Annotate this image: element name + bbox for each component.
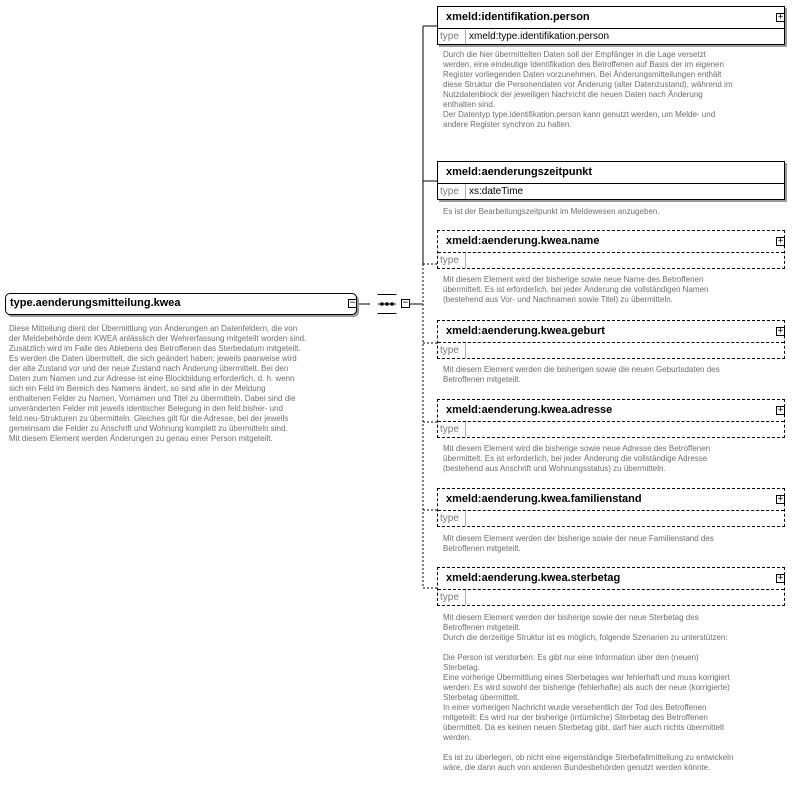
element-name: xmeld:identifikation.person xyxy=(438,7,784,29)
type-label: type xyxy=(438,29,466,44)
element-name: xmeld:aenderung.kwea.familienstand xyxy=(438,489,784,511)
element-type-row xyxy=(438,253,784,268)
type-value xyxy=(466,590,469,605)
element-type-row xyxy=(438,590,784,605)
element-name: xmeld:aenderung.kwea.name xyxy=(438,231,784,253)
type-label: type xyxy=(438,511,466,526)
element-type-row xyxy=(438,511,784,526)
expand-icon[interactable]: + xyxy=(777,495,784,504)
expand-icon[interactable]: + xyxy=(777,237,784,246)
expand-icon[interactable]: + xyxy=(777,13,784,22)
element-name: xmeld:aenderung.kwea.adresse xyxy=(438,400,784,422)
element-aenderung-kwea-sterbetag[interactable] xyxy=(437,567,785,606)
element-type-row xyxy=(438,343,784,358)
element-type-row xyxy=(438,184,784,199)
root-type-title: type.aenderungsmitteilung.kwea xyxy=(10,297,181,309)
root-type-description: Diese Mitteilung dient der Übermittlung von Änderungen an Datenfeldern, die von der Meldebehörde dem KWEA anlässlich der Wehrerfassung mitgeteilt worden sind. Zusätzlich wird im Falle des Ablebens des Betroffenen das Sterbedatum mitgeteilt. Es werden die Daten übermittelt, die sich geändert haben; jeweils paarweise wird der alte Zustand vor und der neue Zustand nach Änderung übermittelt. Bei den Daten zum Namen und zur Adresse ist eine Blockbildung erforderlich, d. h. wenn sich ein Feld im Bereich des Namens ändert, so sind alle in der Meldung enthaltenen Felder zu Namen, Vornamen und Titel zu übermitteln. Dabei sind die unveränderten Felder mit jeweils identischer Belegung in den feld.bisher- und feld.neu-Strukturen zu übermitteln. Gleiches gilt für die Adresse, bei der jeweils gemeinsam die Felder zu Anschrift und Wohnung komplett zu übermitteln sind. Mit diesem Element werden Änderungen zu genau einer Person mitgeteilt. xyxy=(9,324,307,443)
element-aenderung-kwea-geburt[interactable] xyxy=(437,320,785,359)
expand-icon[interactable]: + xyxy=(777,327,784,336)
element-description: Mit diesem Element werden der bisherige sowie der neue Sterbetag des Betroffenen mitgeteilt. Durch die derzeitige Struktur ist es möglich, folgende Szenarien zu unterstützen: Die Person ist verstorben: Es gibt nur eine Information über den (neuen) Sterbetag. Eine vorherige Übermittlung eines Sterbetages war fehlerhaft und muss korrigiert werden: Es wird sowohl der bisherige (fehlerhafte) als auch der neue (korrigierte) Sterbetag übermittelt. In einer vorherigen Nachricht wurde versehentlich der Tod des Betroffenen mitgeteilt: Es wird nur der bisherige (irrtümliche) Sterbetag des Betroffenen übermittelt. Da es keinen neuen Sterbetag gibt, darf hier auch nichts übermittelt werden. Es ist zu überlegen, ob nicht eine eigenständige Sterbefallmitteilung zu entwickeln wäre, die dann auch von anderen Bundesbehörden genutzt werden könnte. xyxy=(443,613,734,772)
element-aenderungszeitpunkt[interactable] xyxy=(437,161,785,200)
root-type-box[interactable] xyxy=(5,293,357,315)
type-value: xmeld:type.identifikation.person xyxy=(469,31,610,42)
element-type-row xyxy=(438,29,784,44)
element-identifikation-person[interactable] xyxy=(437,6,785,45)
element-description: Durch die hier übermittelten Daten soll der Empfänger in die Lage versetzt werden, eine eindeutige Identifikation des Betroffenen auf Basis der im eigenen Register vorliegenden Daten vorzunehmen. Bei Änderungsmitteilungen enthält diese Struktur die Personendaten vor Änderung (alter Datenzustand), während im Nutzdatenblock der jeweiligen Nachricht die neuen Daten nach Änderung enthalten sind. Der Datentyp type.identifikation.person kann genutzt werden, um Melde- und andere Register synchron zu halten. xyxy=(443,50,733,129)
type-label: type xyxy=(438,253,466,268)
sequence-collapse-icon[interactable]: − xyxy=(402,299,409,308)
element-description: Es ist der Bearbeitungszeitpunkt im Meldewesen anzugeben. xyxy=(443,207,660,216)
type-value: xs:dateTime xyxy=(469,186,524,197)
element-description: Mit diesem Element wird die bisherige sowie neue Adresse des Betroffenen übermittelt. Es ist erforderlich, bei jeder Änderung die vollständige Adresse (bestehend aus Anschrift und Wohnungsstatus) zu übermitteln. xyxy=(443,444,711,473)
element-name: xmeld:aenderung.kwea.sterbetag xyxy=(438,568,784,590)
root-collapse-icon[interactable]: − xyxy=(349,299,356,308)
type-value xyxy=(466,511,469,526)
type-label: type xyxy=(438,422,466,437)
element-name: xmeld:aenderungszeitpunkt xyxy=(438,162,784,184)
element-description: Mit diesem Element werden die bisherigen sowie die neuen Geburtsdaten des Betroffenen mitgeteilt. xyxy=(443,365,720,384)
expand-icon[interactable]: + xyxy=(777,406,784,415)
element-aenderung-kwea-adresse[interactable] xyxy=(437,399,785,438)
element-type-row xyxy=(438,422,784,437)
element-aenderung-kwea-familienstand[interactable] xyxy=(437,488,785,527)
type-label: type xyxy=(438,184,466,199)
type-value xyxy=(466,343,469,358)
type-value xyxy=(466,422,469,437)
type-label: type xyxy=(438,343,466,358)
type-label: type xyxy=(438,590,466,605)
expand-icon[interactable]: + xyxy=(777,574,784,583)
element-description: Mit diesem Element wird der bisherige sowie neue Name des Betroffenen übermittelt. Es ist erforderlich, bei jeder Änderung die vollständigen Namen (bestehend aus Vor- und Nachnamen sowie Titel) zu übermitteln. xyxy=(443,275,709,304)
element-name: xmeld:aenderung.kwea.geburt xyxy=(438,321,784,343)
element-description: Mit diesem Element werden der bisherige sowie der neue Familienstand des Betroffenen mitgeteilt. xyxy=(443,534,714,553)
element-aenderung-kwea-name[interactable] xyxy=(437,230,785,269)
type-value xyxy=(466,253,469,268)
